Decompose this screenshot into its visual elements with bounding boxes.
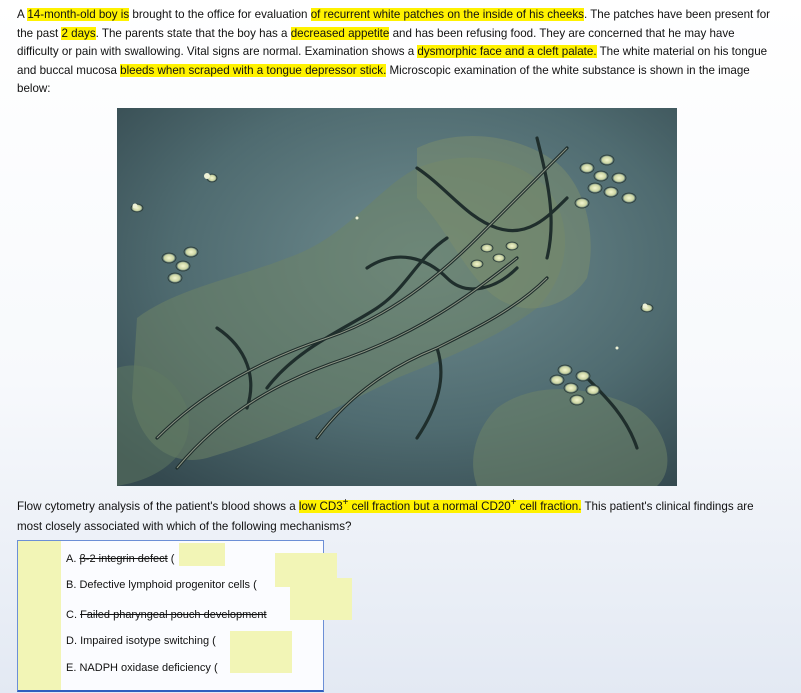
stem-text: . The parents state that the boy has a (95, 26, 291, 40)
choice-d[interactable] (66, 634, 216, 648)
choice-letter: E. (66, 662, 77, 674)
stem-highlight: 2 days (61, 26, 96, 40)
stem-text: A (17, 8, 28, 21)
choice-c[interactable] (66, 608, 267, 622)
choice-text: Defective lymphoid progenitor cells (79, 579, 251, 591)
choice-letter: C. (66, 609, 77, 621)
question-prompt (17, 493, 777, 537)
choice-tail: ( (212, 635, 216, 647)
stem-text: and has been refusing food. They are concerned that he may have difficulty or pain with swallowing. Vital signs are normal. Examination shows a (17, 26, 735, 58)
stem-text: brought to the office for evaluation (129, 8, 311, 21)
choice-text: β-2 integrin defect (79, 553, 168, 565)
choice-text: Failed pharyngeal pouch development (80, 609, 267, 621)
stem-highlight: dysmorphic face and a cleft palate. (417, 45, 597, 58)
stem-highlight: bleeds when scraped with a tongue depressor stick. (120, 63, 387, 77)
stem-highlight: decreased appetite (290, 26, 390, 40)
answer-margin-overlay (18, 541, 61, 690)
stem-text: Microscopic examination of the white substance is shown in the image below: (17, 63, 750, 95)
question-highlight-text: low CD3 (298, 499, 343, 513)
choice-letter: D. (66, 635, 77, 647)
choice-e[interactable] (66, 661, 218, 675)
answer-stats-overlay (179, 543, 225, 566)
choice-text: NADPH oxidase deficiency (79, 662, 211, 674)
stem-text: The white material on his tongue and buccal mucosa (17, 45, 768, 77)
choice-a[interactable] (66, 552, 174, 566)
choice-tail: ( (253, 579, 257, 591)
stem-highlight: 14-month-old boy is (27, 8, 130, 21)
question-highlight-text: cell fraction. (516, 499, 582, 513)
choice-tail: ( (213, 662, 218, 674)
microscopy-image-drawing (117, 108, 677, 486)
microscopy-image (117, 108, 677, 486)
question-highlight-text: cell fraction but a normal CD20 (348, 499, 511, 513)
choice-letter: A. (66, 553, 77, 565)
choice-text: Impaired isotype switching (80, 635, 210, 647)
question-text: Flow cytometry analysis of the patient's blood shows a (17, 499, 299, 513)
question-text: This patient's clinical findings are most closely associated with which of the following mechanisms? (17, 499, 754, 533)
choice-b[interactable] (66, 578, 257, 592)
superscript-plus: + (510, 497, 517, 508)
question-stem (17, 6, 777, 99)
stem-text: . The patches have been present for the past (17, 8, 771, 40)
stem-highlight: of recurrent white patches on the inside of his cheeks (310, 8, 584, 21)
choice-tail: ( (170, 553, 175, 565)
answer-stats-overlay (290, 578, 352, 620)
answer-stats-overlay (230, 631, 292, 673)
superscript-plus: + (342, 497, 349, 508)
choice-letter: B. (66, 579, 77, 591)
answer-choices (17, 540, 324, 692)
question-highlight (298, 497, 582, 513)
